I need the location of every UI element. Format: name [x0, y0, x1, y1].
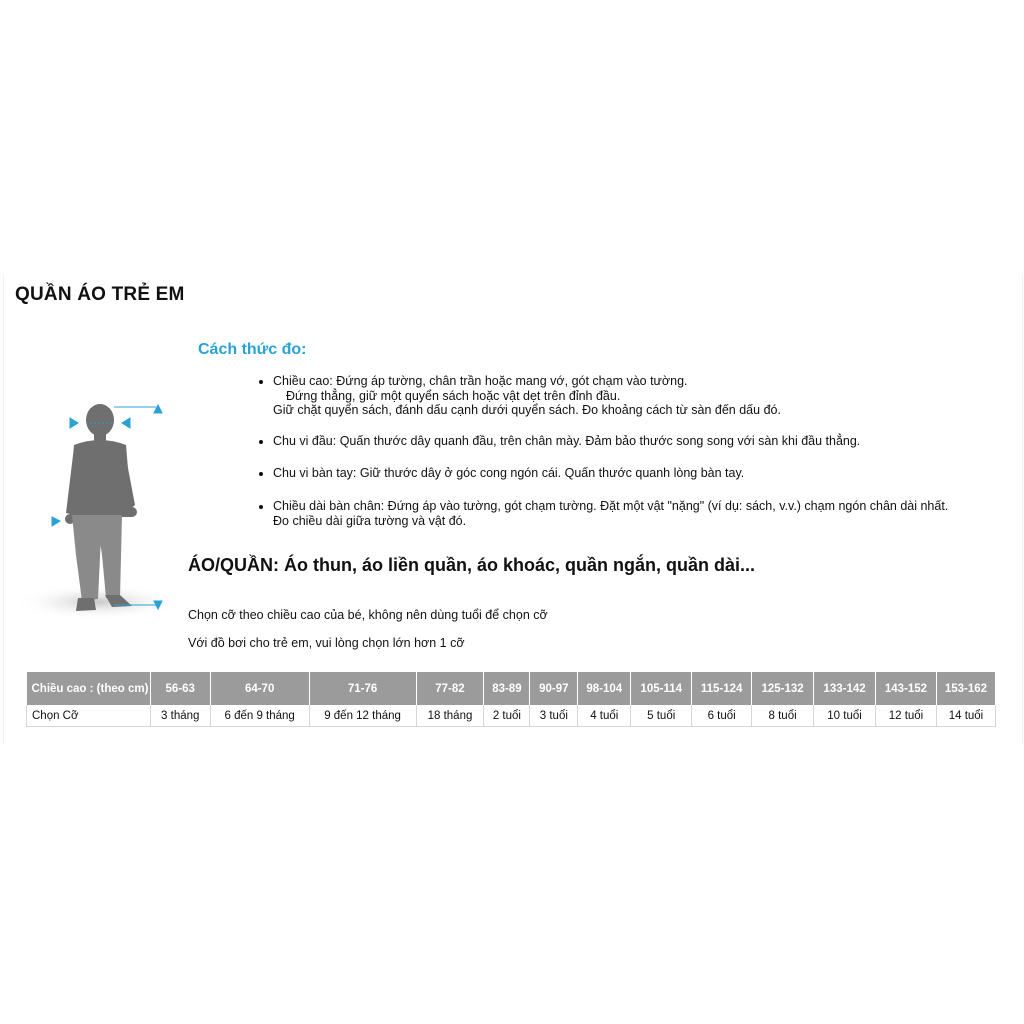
height-cell: 115-124	[692, 672, 752, 705]
height-cell: 71-76	[309, 672, 416, 705]
height-cell: 90-97	[530, 672, 578, 705]
size-cell: 4 tuổi	[578, 705, 631, 727]
size-row	[27, 705, 996, 727]
child-silhouette-icon	[65, 404, 137, 611]
swimwear-note: Với đồ bơi cho trẻ em, vui lòng chọn lớn hơn 1 cỡ	[188, 636, 465, 650]
instruction-line: • Chu vi đầu: Quấn thước dây quanh đầu, trên chân mày. Đảm bảo thước song song với sàn khi đầu thẳng.	[273, 433, 861, 448]
height-cell: 143-152	[876, 672, 937, 705]
size-cell: 14 tuổi	[936, 705, 995, 727]
size-cell: 3 tháng	[150, 705, 210, 727]
child-measurement-illustration	[10, 395, 180, 625]
height-cell: 77-82	[416, 672, 484, 705]
list-item-head	[273, 434, 1008, 449]
height-cell: 125-132	[752, 672, 814, 705]
size-cell: 3 tuổi	[530, 705, 578, 727]
measure-instructions	[254, 374, 1008, 546]
size-cell: 2 tuổi	[484, 705, 530, 727]
size-cell: 6 đến 9 tháng	[210, 705, 309, 727]
instruction-line: • Chu vi bàn tay: Giữ thước dây ở góc cong ngón cái. Quấn thước quanh lòng bàn tay.	[273, 466, 745, 481]
page-title: QUẦN ÁO TRẺ EM	[15, 284, 185, 305]
instruction-line: Đo chiều dài giữa tường và vật đó.	[273, 513, 467, 528]
instruction-line: • Chiều cao: Đứng áp tường, chân trần hoặc mang vớ, gót chạm vào tường.	[273, 374, 688, 388]
size-cell: 12 tuổi	[876, 705, 937, 727]
hand-arrow-icon	[52, 517, 60, 526]
list-item-height	[273, 374, 1008, 418]
size-cell: 5 tuổi	[631, 705, 692, 727]
size-table	[26, 672, 996, 727]
instruction-line: Đứng thẳng, giữ một quyển sách hoặc vật dẹt trên đỉnh đầu.	[286, 388, 621, 403]
list-item-hand	[273, 466, 1008, 481]
instruction-line: • Chiều dài bàn chân: Đứng áp vào tường, gót chạm tường. Đặt một vật "nặng" (ví dụ: sách, v.v.) chạm ngón chân dài nhất.	[273, 498, 949, 513]
size-cell: 9 đến 12 tháng	[309, 705, 416, 727]
height-row	[27, 672, 996, 705]
height-cell: 56-63	[150, 672, 210, 705]
height-cell: 83-89	[484, 672, 530, 705]
height-cell: 64-70	[210, 672, 309, 705]
height-arrow-top-icon	[154, 405, 162, 413]
size-cell: 6 tuổi	[692, 705, 752, 727]
height-cell: 98-104	[578, 672, 631, 705]
size-cell: 8 tuổi	[752, 705, 814, 727]
height-cell: 133-142	[814, 672, 876, 705]
height-cell: 153-162	[936, 672, 995, 705]
size-note: Chọn cỡ theo chiều cao của bé, không nên dùng tuổi để chọn cỡ	[188, 608, 548, 622]
head-arrow-left-icon	[70, 418, 78, 428]
list-item-foot	[273, 499, 1008, 528]
head-arrow-right-icon	[122, 418, 130, 428]
size-cell: 18 tháng	[416, 705, 484, 727]
measure-heading: Cách thức đo:	[198, 341, 307, 358]
category-heading: ÁO/QUẦN: Áo thun, áo liền quần, áo khoác, quần ngắn, quần dài...	[188, 555, 756, 575]
height-cell: 105-114	[631, 672, 692, 705]
height-header-label: Chiều cao : (theo cm)	[27, 672, 151, 705]
size-row-label: Chọn Cỡ	[27, 705, 151, 727]
size-cell: 10 tuổi	[814, 705, 876, 727]
instruction-line: Giữ chặt quyển sách, đánh dấu cạnh dưới quyển sách. Đo khoảng cách từ sàn đến dấu đó.	[273, 403, 781, 418]
